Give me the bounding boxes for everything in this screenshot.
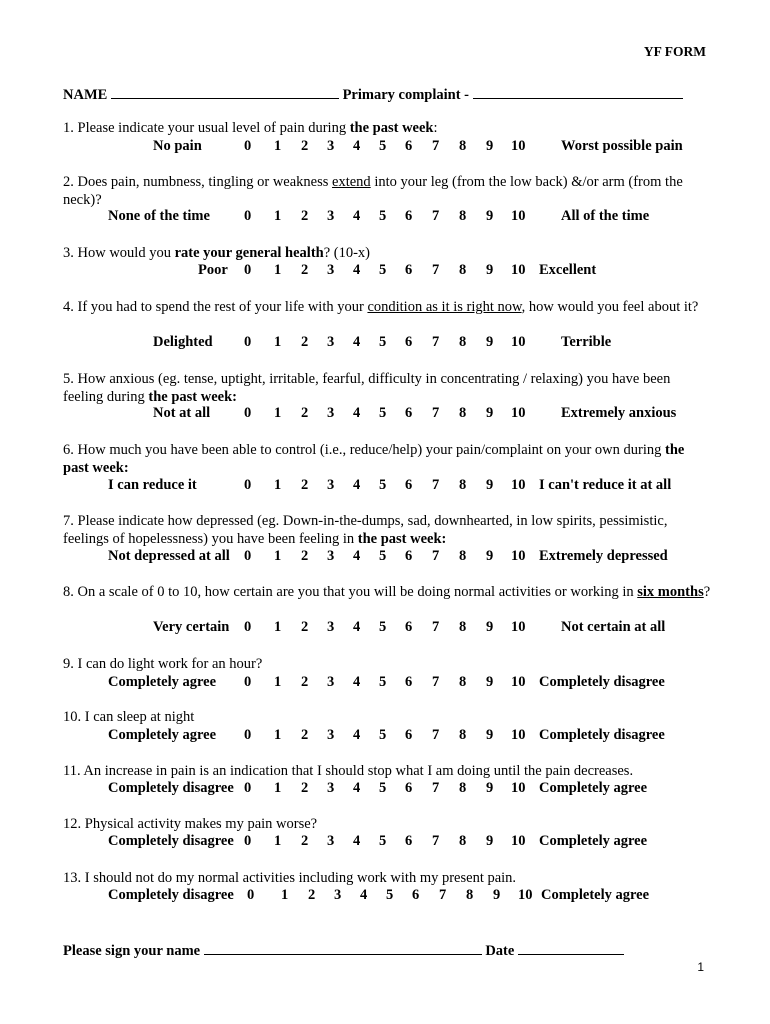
scale-option-1[interactable]: 1 <box>274 548 282 564</box>
question-3-text <box>63 244 713 262</box>
scale-option-6[interactable]: 6 <box>405 334 413 350</box>
scale-option-9[interactable]: 9 <box>486 780 494 796</box>
scale-option-10[interactable]: 10 <box>511 334 526 350</box>
scale-option-7[interactable]: 7 <box>432 727 440 743</box>
question-number: 4. <box>63 299 74 315</box>
question-text-segment: , how would you feel about it? <box>521 299 699 315</box>
scale-option-6[interactable]: 6 <box>405 619 413 635</box>
scale-left-anchor: Completely agree <box>108 674 217 690</box>
question-text-segment: extend <box>332 174 371 190</box>
scale-right-anchor: Extremely depressed <box>539 548 668 564</box>
scale-option-9[interactable]: 9 <box>486 477 494 493</box>
question-text-segment: I should not do my normal activities including work with my present pain. <box>84 870 517 886</box>
scale-option-3[interactable]: 3 <box>327 334 335 350</box>
scale-option-3[interactable]: 3 <box>327 262 335 278</box>
scale-option-1[interactable]: 1 <box>274 619 282 635</box>
rating-scale-3 <box>0 262 770 280</box>
scale-option-9[interactable]: 9 <box>486 405 494 421</box>
scale-left-anchor: Not depressed at all <box>108 548 230 564</box>
rating-scale-9 <box>0 674 770 692</box>
scale-right-anchor: Completely disagree <box>539 727 665 743</box>
scale-option-9[interactable]: 9 <box>486 208 494 224</box>
scale-option-3[interactable]: 3 <box>327 833 335 849</box>
scale-option-0[interactable]: 0 <box>244 262 252 278</box>
scale-option-4[interactable]: 4 <box>353 477 361 493</box>
scale-option-6[interactable]: 6 <box>405 780 413 796</box>
scale-option-4[interactable]: 4 <box>353 619 361 635</box>
header-line <box>63 84 683 104</box>
scale-right-anchor: Completely agree <box>539 833 648 849</box>
scale-option-1[interactable]: 1 <box>274 405 282 421</box>
question-text-segment: Please indicate how depressed (eg. Down-in-the-dumps, sad, downhearted, in low spirits, pessimistic, feelings of hopelessness) you have been feeling in <box>63 513 668 547</box>
question-text-segment: On a scale of 0 to 10, how certain are you that you will be doing normal activities or working in <box>77 584 638 600</box>
date-label: Date <box>485 943 515 959</box>
question-6-text <box>63 441 713 477</box>
scale-option-10[interactable]: 10 <box>511 727 526 743</box>
question-number: 13. <box>63 870 82 886</box>
scale-option-0[interactable]: 0 <box>244 780 252 796</box>
scale-option-3[interactable]: 3 <box>334 887 342 903</box>
page-number: 1 <box>697 960 704 974</box>
scale-option-3[interactable]: 3 <box>327 405 335 421</box>
scale-option-7[interactable]: 7 <box>432 138 440 154</box>
question-number: 9. <box>63 656 74 672</box>
scale-left-anchor: No pain <box>153 138 202 154</box>
question-12-text <box>63 815 713 833</box>
scale-option-4[interactable]: 4 <box>353 727 361 743</box>
scale-option-9[interactable]: 9 <box>486 262 494 278</box>
scale-option-0[interactable]: 0 <box>244 405 252 421</box>
scale-option-6[interactable]: 6 <box>405 477 413 493</box>
scale-option-0[interactable]: 0 <box>247 887 255 903</box>
scale-option-3[interactable]: 3 <box>327 674 335 690</box>
question-text-segment: ? <box>703 584 711 600</box>
scale-option-2[interactable]: 2 <box>301 674 309 690</box>
scale-option-8[interactable]: 8 <box>459 138 467 154</box>
scale-option-3[interactable]: 3 <box>327 138 335 154</box>
scale-option-3[interactable]: 3 <box>327 477 335 493</box>
scale-option-9[interactable]: 9 <box>486 727 494 743</box>
scale-left-anchor: Completely disagree <box>108 780 234 796</box>
scale-option-9[interactable]: 9 <box>493 887 501 903</box>
scale-option-2[interactable]: 2 <box>301 334 309 350</box>
scale-option-6[interactable]: 6 <box>405 138 413 154</box>
scale-option-10[interactable]: 10 <box>511 548 526 564</box>
scale-option-5[interactable]: 5 <box>386 887 394 903</box>
scale-option-5[interactable]: 5 <box>379 727 387 743</box>
scale-option-4[interactable]: 4 <box>353 780 361 796</box>
rating-scale-6 <box>0 477 770 495</box>
question-4-text <box>63 298 713 316</box>
scale-option-5[interactable]: 5 <box>379 334 387 350</box>
rating-scale-5 <box>0 405 770 423</box>
question-number: 10. <box>63 709 82 725</box>
scale-right-anchor: Excellent <box>539 262 597 278</box>
rating-scale-4 <box>0 334 770 352</box>
scale-option-7[interactable]: 7 <box>432 833 440 849</box>
question-2-text <box>63 173 713 209</box>
scale-left-anchor: Completely disagree <box>108 887 234 903</box>
scale-option-4[interactable]: 4 <box>360 887 368 903</box>
question-text-segment: into your leg (from the low back) &/or arm (from the neck)? <box>63 174 683 208</box>
question-text-segment: the past week: <box>148 389 237 405</box>
scale-option-8[interactable]: 8 <box>459 619 467 635</box>
scale-option-8[interactable]: 8 <box>459 334 467 350</box>
rating-scale-12 <box>0 833 770 851</box>
scale-option-8[interactable]: 8 <box>459 727 467 743</box>
scale-option-4[interactable]: 4 <box>353 405 361 421</box>
question-number: 1. <box>63 120 74 136</box>
scale-right-anchor: Worst possible pain <box>561 138 683 154</box>
question-5-text <box>63 370 713 406</box>
scale-option-6[interactable]: 6 <box>405 208 413 224</box>
name-label: NAME <box>63 87 108 103</box>
question-8-text <box>63 583 713 601</box>
scale-option-2[interactable]: 2 <box>301 477 309 493</box>
scale-option-5[interactable]: 5 <box>379 477 387 493</box>
scale-option-10[interactable]: 10 <box>518 887 533 903</box>
scale-option-2[interactable]: 2 <box>301 833 309 849</box>
scale-right-anchor: Not certain at all <box>561 619 666 635</box>
scale-option-1[interactable]: 1 <box>274 780 282 796</box>
scale-option-1[interactable]: 1 <box>281 887 289 903</box>
scale-option-8[interactable]: 8 <box>459 477 467 493</box>
rating-scale-1 <box>0 138 770 156</box>
question-text-segment: How much you have been able to control (i.e., reduce/help) your pain/complaint on your own during <box>77 442 665 458</box>
scale-option-5[interactable]: 5 <box>379 548 387 564</box>
form-id: YF FORM <box>643 44 706 59</box>
scale-option-7[interactable]: 7 <box>432 262 440 278</box>
scale-option-3[interactable]: 3 <box>327 548 335 564</box>
scale-left-anchor: Completely agree <box>108 727 217 743</box>
name-field[interactable] <box>111 84 339 99</box>
scale-option-2[interactable]: 2 <box>301 208 309 224</box>
scale-option-4[interactable]: 4 <box>353 833 361 849</box>
scale-option-9[interactable]: 9 <box>486 334 494 350</box>
scale-option-1[interactable]: 1 <box>274 833 282 849</box>
question-text-segment: : <box>433 120 438 136</box>
scale-option-1[interactable]: 1 <box>274 262 282 278</box>
scale-option-8[interactable]: 8 <box>459 208 467 224</box>
scale-option-2[interactable]: 2 <box>301 548 309 564</box>
scale-option-0[interactable]: 0 <box>244 833 252 849</box>
scale-option-2[interactable]: 2 <box>301 262 309 278</box>
signature-line <box>63 940 624 960</box>
scale-option-5[interactable]: 5 <box>379 674 387 690</box>
question-number: 12. <box>63 816 82 832</box>
question-text-segment: Physical activity makes my pain worse? <box>84 816 318 832</box>
scale-option-5[interactable]: 5 <box>379 405 387 421</box>
question-number: 8. <box>63 584 74 600</box>
scale-option-9[interactable]: 9 <box>486 138 494 154</box>
scale-option-3[interactable]: 3 <box>327 619 335 635</box>
question-7-text <box>63 512 713 548</box>
scale-option-10[interactable]: 10 <box>511 780 526 796</box>
scale-option-10[interactable]: 10 <box>511 405 526 421</box>
scale-option-8[interactable]: 8 <box>459 262 467 278</box>
scale-option-7[interactable]: 7 <box>432 780 440 796</box>
scale-option-0[interactable]: 0 <box>244 138 252 154</box>
signature-field[interactable] <box>204 940 482 955</box>
scale-option-10[interactable]: 10 <box>511 674 526 690</box>
scale-option-10[interactable]: 10 <box>511 138 526 154</box>
scale-option-3[interactable]: 3 <box>327 208 335 224</box>
scale-option-4[interactable]: 4 <box>353 208 361 224</box>
scale-option-0[interactable]: 0 <box>244 619 252 635</box>
scale-option-5[interactable]: 5 <box>379 780 387 796</box>
scale-option-6[interactable]: 6 <box>405 833 413 849</box>
question-number: 11. <box>63 763 81 779</box>
scale-option-6[interactable]: 6 <box>405 727 413 743</box>
scale-option-7[interactable]: 7 <box>439 887 447 903</box>
complaint-field[interactable] <box>473 84 683 99</box>
scale-option-2[interactable]: 2 <box>308 887 316 903</box>
scale-option-5[interactable]: 5 <box>379 262 387 278</box>
scale-option-0[interactable]: 0 <box>244 334 252 350</box>
scale-option-1[interactable]: 1 <box>274 477 282 493</box>
question-text-segment: the past week: <box>63 442 685 476</box>
scale-option-8[interactable]: 8 <box>459 405 467 421</box>
scale-option-0[interactable]: 0 <box>244 477 252 493</box>
question-1-text <box>63 119 713 137</box>
scale-option-4[interactable]: 4 <box>353 262 361 278</box>
scale-right-anchor: Completely agree <box>541 887 650 903</box>
scale-option-5[interactable]: 5 <box>379 208 387 224</box>
question-text-segment: ? (10-x) <box>323 245 371 261</box>
question-number: 6. <box>63 442 74 458</box>
rating-scale-7 <box>0 548 770 566</box>
scale-option-5[interactable]: 5 <box>379 138 387 154</box>
scale-option-10[interactable]: 10 <box>511 208 526 224</box>
scale-option-4[interactable]: 4 <box>353 674 361 690</box>
scale-left-anchor: None of the time <box>108 208 210 224</box>
scale-option-10[interactable]: 10 <box>511 262 526 278</box>
scale-option-9[interactable]: 9 <box>486 619 494 635</box>
scale-option-10[interactable]: 10 <box>511 833 526 849</box>
question-text-segment: If you had to spend the rest of your life with your <box>77 299 368 315</box>
scale-option-0[interactable]: 0 <box>244 548 252 564</box>
scale-right-anchor: Extremely anxious <box>561 405 677 421</box>
scale-option-2[interactable]: 2 <box>301 727 309 743</box>
scale-option-0[interactable]: 0 <box>244 727 252 743</box>
scale-option-9[interactable]: 9 <box>486 833 494 849</box>
scale-option-7[interactable]: 7 <box>432 548 440 564</box>
scale-option-7[interactable]: 7 <box>432 674 440 690</box>
question-13-text <box>63 869 713 887</box>
scale-option-4[interactable]: 4 <box>353 138 361 154</box>
question-10-text <box>63 708 713 726</box>
scale-option-2[interactable]: 2 <box>301 405 309 421</box>
scale-option-3[interactable]: 3 <box>327 727 335 743</box>
question-text-segment: An increase in pain is an indication that I should stop what I am doing until the pain decreases. <box>83 763 634 779</box>
scale-option-1[interactable]: 1 <box>274 334 282 350</box>
scale-option-2[interactable]: 2 <box>301 780 309 796</box>
scale-option-7[interactable]: 7 <box>432 477 440 493</box>
question-number: 7. <box>63 513 74 529</box>
scale-left-anchor: Delighted <box>153 334 213 350</box>
question-number: 3. <box>63 245 74 261</box>
scale-right-anchor: Completely disagree <box>539 674 665 690</box>
scale-left-anchor: I can reduce it <box>108 477 197 493</box>
scale-left-anchor: Very certain <box>153 619 230 635</box>
scale-option-4[interactable]: 4 <box>353 334 361 350</box>
question-text-segment: the past week <box>349 120 434 136</box>
scale-right-anchor: Completely agree <box>539 780 648 796</box>
scale-option-5[interactable]: 5 <box>379 833 387 849</box>
scale-option-7[interactable]: 7 <box>432 619 440 635</box>
scale-option-4[interactable]: 4 <box>353 548 361 564</box>
scale-option-7[interactable]: 7 <box>432 208 440 224</box>
scale-option-1[interactable]: 1 <box>274 727 282 743</box>
sign-label: Please sign your name <box>63 943 201 959</box>
scale-option-7[interactable]: 7 <box>432 334 440 350</box>
scale-option-8[interactable]: 8 <box>466 887 474 903</box>
scale-right-anchor: I can't reduce it at all <box>539 477 672 493</box>
scale-left-anchor: Poor <box>198 262 228 278</box>
scale-option-9[interactable]: 9 <box>486 674 494 690</box>
scale-option-5[interactable]: 5 <box>379 619 387 635</box>
scale-option-0[interactable]: 0 <box>244 674 252 690</box>
scale-option-8[interactable]: 8 <box>459 548 467 564</box>
scale-option-8[interactable]: 8 <box>459 674 467 690</box>
question-text-segment: How anxious (eg. tense, uptight, irritable, fearful, difficulty in concentrating / relaxing) you have been feeling during <box>63 371 671 405</box>
scale-option-6[interactable]: 6 <box>405 405 413 421</box>
question-number: 2. <box>63 174 74 190</box>
rating-scale-13 <box>0 887 770 905</box>
scale-option-0[interactable]: 0 <box>244 208 252 224</box>
rating-scale-10 <box>0 727 770 745</box>
question-number: 5. <box>63 371 74 387</box>
question-text-segment: Does pain, numbness, tingling or weakness <box>77 174 333 190</box>
scale-option-7[interactable]: 7 <box>432 405 440 421</box>
complaint-label: Primary complaint - <box>342 87 470 103</box>
scale-option-9[interactable]: 9 <box>486 548 494 564</box>
question-text-segment: How would you <box>77 245 175 261</box>
date-field[interactable] <box>518 940 624 955</box>
scale-option-10[interactable]: 10 <box>511 477 526 493</box>
question-text-segment: the past week: <box>357 531 447 547</box>
scale-option-2[interactable]: 2 <box>301 138 309 154</box>
scale-option-6[interactable]: 6 <box>412 887 420 903</box>
scale-option-1[interactable]: 1 <box>274 208 282 224</box>
scale-left-anchor: Not at all <box>153 405 211 421</box>
scale-left-anchor: Completely disagree <box>108 833 234 849</box>
scale-option-1[interactable]: 1 <box>274 674 282 690</box>
scale-option-6[interactable]: 6 <box>405 674 413 690</box>
scale-option-10[interactable]: 10 <box>511 619 526 635</box>
scale-option-1[interactable]: 1 <box>274 138 282 154</box>
scale-option-6[interactable]: 6 <box>405 548 413 564</box>
question-text-segment: I can do light work for an hour? <box>77 656 263 672</box>
question-text-segment: rate your general health <box>174 245 324 261</box>
question-text-segment: Please indicate your usual level of pain during <box>77 120 350 136</box>
rating-scale-8 <box>0 619 770 637</box>
question-text-segment: I can sleep at night <box>84 709 195 725</box>
scale-option-2[interactable]: 2 <box>301 619 309 635</box>
question-text-segment: six months <box>637 584 704 600</box>
rating-scale-11 <box>0 780 770 798</box>
scale-right-anchor: All of the time <box>561 208 650 224</box>
scale-option-8[interactable]: 8 <box>459 780 467 796</box>
rating-scale-2 <box>0 208 770 226</box>
scale-option-8[interactable]: 8 <box>459 833 467 849</box>
question-11-text <box>63 762 713 780</box>
question-text-segment: condition as it is right now <box>367 299 522 315</box>
scale-option-3[interactable]: 3 <box>327 780 335 796</box>
scale-right-anchor: Terrible <box>561 334 612 350</box>
scale-option-6[interactable]: 6 <box>405 262 413 278</box>
question-9-text <box>63 655 713 673</box>
